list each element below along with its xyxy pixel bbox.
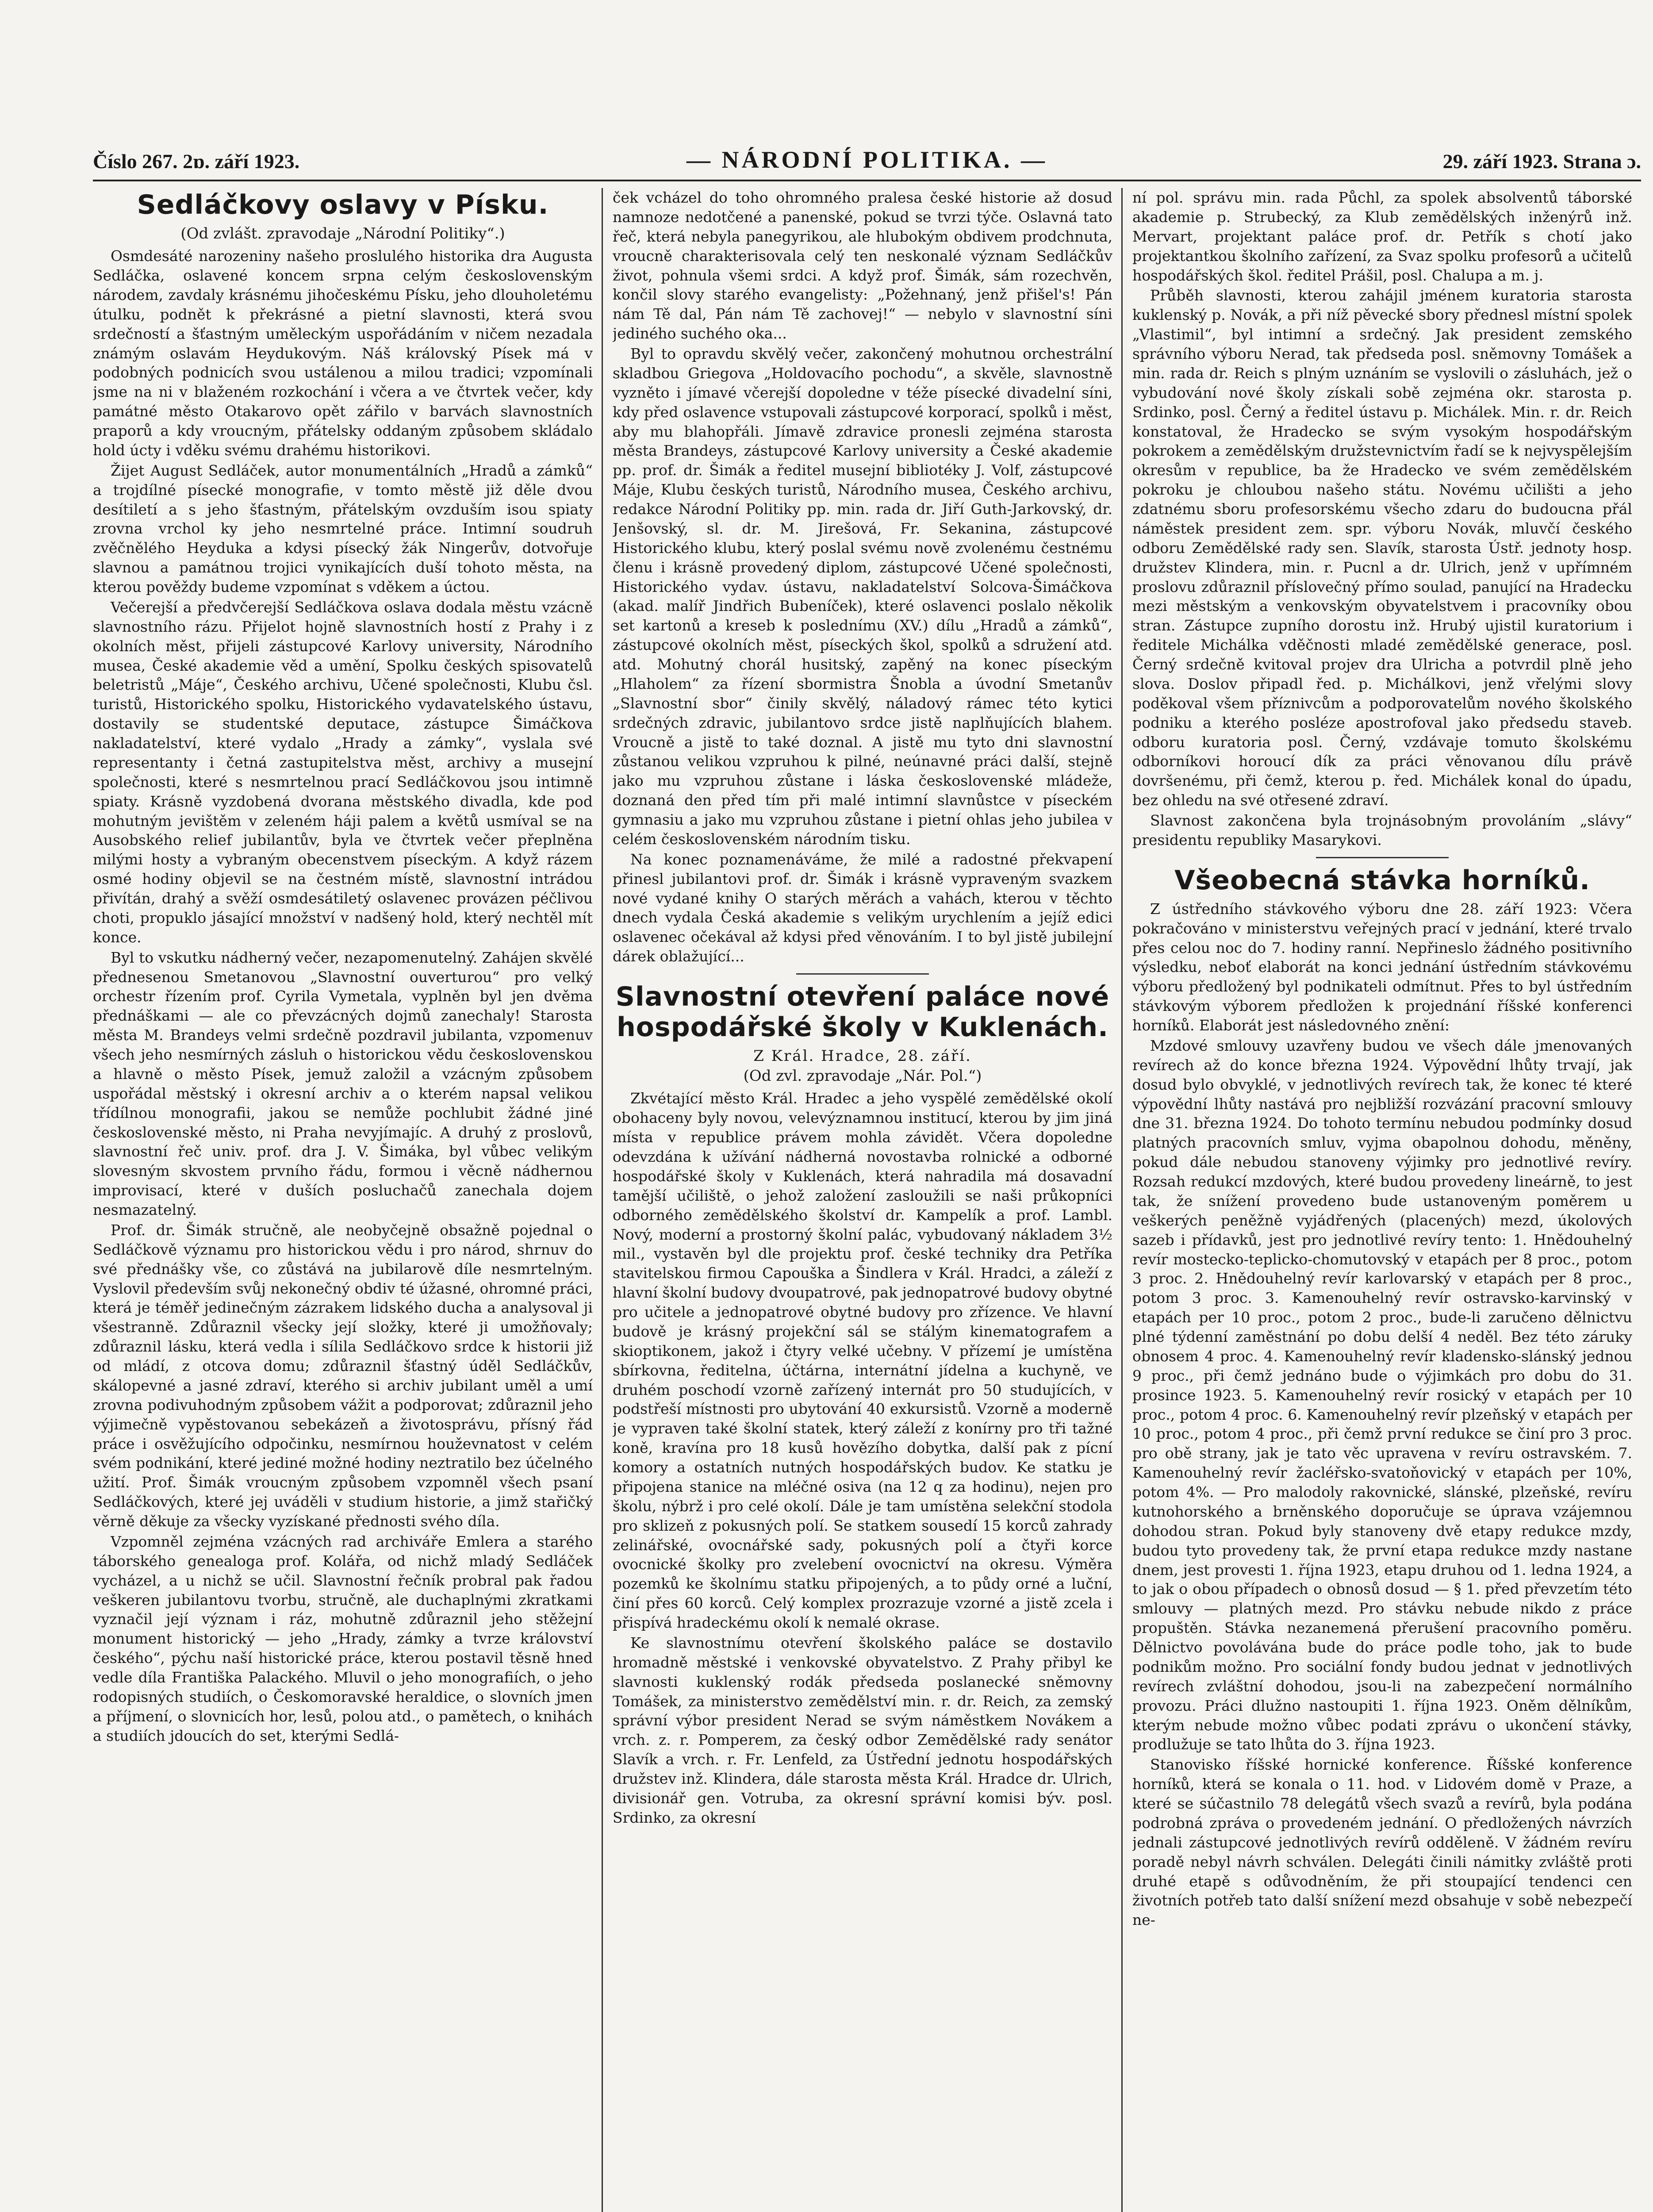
article-paragraph: Žijet August Sedláček, autor monumentálních „Hradů a zámků“ a trojdílné písecké monografie, v tomto městě již děle dvou desítiletí a s jeho šťastným, přátelským ovzduším isou spiaty zrovna vrchol ky jeho nesmrtelné práce. Intimní soudruh zvěčnělého Heyduka a kdysi písecký žák Ningerův, dotvořuje slavnou a památnou trojici vynikajících duší tohoto města, na kterou pověždy budeme vzpomínat s vděkem a úctou.: [93, 461, 593, 596]
article-paragraph: ček vcházel do toho ohromného pralesa české historie až dosud namnoze nedotčené a panenské, pokud se tvrzi týče. Oslavná tato řeč, která nebyla panegyrikou, ale hlubokým obdivem prodchnuta, vroucně charakterisovala celý ten neskonalé význam Sedláčkův život, pohnula všemi srdci. A když prof. Šimák, sám rozechvěn, končil slovy starého evangelisty: „Požehnaný, jenž přišel's! Pán nám Tě dal, Pán nám Tě zachovej!“ — nebylo v slavnostní síni jediného suchého oka...: [613, 189, 1112, 342]
article-paragraph: Slavnost zakončena byla trojnásobným provoláním „slávy“ presidentu republiky Masarykovi.: [1132, 812, 1632, 849]
column-2: [613, 188, 1112, 2212]
column-rule: [602, 188, 603, 2212]
article-paragraph: Večerejší a předvčerejší Sedláčkova oslava dodala městu vzácně slavnostního rázu. Přijelot hojně slavnostních hostí z Prahy i z okolních měst, přijeli zástupcové Karlovy university, Národního musea, České akademie věd a umění, Spolku českých spisovatelů beletristů „Máje“, Českého archivu, Učené společnosti, Klubu čsl. turistů, Historického spolku, Historického vydavatelského ústavu, dostavily se studentské deputace, zástupce Šimáčkova nakladatelství, které vydalo „Hrady a zámky“, vyslala své representanty i četná zastupitelstva měst, archivy a musejní společnosti, které s nesmrtelnou prací Sedláčkovou jsou intimně spiaty. Krásně vyzdobená dvorana městského divadla, kde pod mohutným jevištěm v zeleném háji palem a květů usmíval se na Ausobského relief jubilantův, byla ve čtvrtek večer přeplněna milými hosty a vybraným obecenstvem píseckým. A když rázem osmé hodiny objevil se na čestném místě, slavnostní intrádou přivítán, drahý a svěží osmdesátiletý oslavenec provázen péčlivou choti, propuklo jásající množství v nadšený hold, který nechtěl mít konce.: [93, 598, 593, 946]
article-paragraph: Mzdové smlouvy uzavřeny budou ve všech dále jmenovaných revírech až do konce března 1924. Výpovědní lhůty trvají, jak dosud bylo obvyklé, v jednotlivých revírech tak, že konec té které výpovědní lhůty nastává pro nejbližší rozvázání pracovní smlouvy dne 31. března 1924. Do tohoto termínu nebudou podmínky dosud platných pracovních smluv, vyjma obapolnou dohodu, měněny, pokud dále nebudou stanoveny výjimky pro jednotlivé revíry. Rozsah redukcí mzdových, které budou provedeny lineárně, to jest tak, že snížení provedeno bude ustanoveným poměrem u veškerých peněžně vyjádřených (placených) mezd, úkolových sazeb i přídavků, jest pro jednotlivé revíry tento: 1. Hnědouhelný revír mostecko-teplicko-chomutovský v etapách per 8 proc., potom 3 proc. 2. Hnědouhelný revír karlovarský v etapách per 8 proc., potom 3 proc. 3. Kamenouhelný revír ostravsko-karvinský v etapách per 10 proc., potom 2 proc., bude-li zaručeno dělnictvu plné týdenní zaměstnání po dobu delší 4 neděl. Bez této záruky obnosem 4 proc. 4. Kamenouhelný revír kladensko-slánský jednou 9 proc., při čemž jednáno bude o výjimkách pro dobu do 31. prosince 1923. 5. Kamenouhelný revír rosický v etapách per 10 proc., potom 4 proc. 6. Kamenouhelný revír plzeňský v etapách per 10 proc., potom 4 proc., při čemž první redukce se činí pro 3 proc. pro obě strany, jak je tato věc upravena v revíru ostravském. 7. Kamenouhelný revír žacléřsko-svatoňovický v etapách per 10%, potom 4%. — Pro malodoly rakovnické, slánské, plzeňské, revíru kutnohorského a brněnského doporučuje se úprava vzájemnou dohodou stran. Pokud byly stanoveny dvě etapy redukce mzdy, budou tyto provedeny tak, že první etapa redukce mzdy nastane dnem, jest provesti 1. října 1923, etapu druhou od 1. ledna 1924, a to jak o obou případech o obnosů dosud — § 1. před převzetím této smlouvy — platných mezd. Pro stávku nebude nikdo z práce propuštěn. Stávka nezanemená přerušení pracovního poměru. Dělnictvo povolávána bude do práce podle toho, jak to bude podnikům možno. Pro sociální fondy budou jednat v jednotlivých revírech zvláštní dohodou, jsou-li na zabezpečení normálního provozu. Práci dlužno nastoupiti 1. října 1923. Oněm dělníkům, kterým nebude možno vůbec podati zprávu o ukončení stávky, prodlužuje se tato lhůta do 3. října 1923.: [1132, 1037, 1632, 1753]
article-paragraph: Byl to opravdu skvělý večer, zakončený mohutnou orchestrální skladbou Griegova „Holdovacího pochodu“, a skvěle, slavnostně vyzněto i jímavé včerejší dopoledne v téže písecké divadelní síni, kdy před oslavence vstupovali zástupcové korporací, spolků i měst, aby mu blahopřáli. Jímavě zdravice pronesli zejména starosta města Brandeys, zástupcové Karlovy university a České akademie pp. prof. dr. Šimák a ředitel musejní bibliotéky J. Volf, zástupcové Máje, Klubu českých turistů, Národního musea, Českého archivu, redakce Národní Politiky pp. min. rada dr. Jiří Guth-Jarkovský, dr. Jenšovský, sl. dr. M. Jirešová, Fr. Sekanina, zástupcové Historického klubu, který poslal svému nově zvolenému čestnému členu i krásně provedený diplom, zástupcové Učené společnosti, Historického vydav. ústavu, nakladatelství Solcova-Šimáčkova (akad. malíř Jindřich Bubeníček), které oslavenci poslalo několik set kartonů a kreseb k poslednímu (XV.) dílu „Hradů a zámků“, zástupcové okolních měst, píseckých škol, spolků a sdružení atd. atd. Mohutný chorál husitský, zapěný na konec píseckým „Hlaholem“ za řízení sbormistra Šnobla a úvodní Smetanův „Slavnostní sbor“ činily skvělý, náladový rámec této kytici srdečných zdravic, jubilantovo srdce jistě naplňujících blahem. Vroucně a jistě to také doznal. A jistě mu tyto dni slavnostní zůstanou velikou vzpruhou k pilné, neúnavné práci další, stejně jako mu vzpruhou zůstane i láska československé mládeže, doznaná den před tím při malé intimní slavnůstce v píseckém gymnasiu a jako mu vzpruhou zůstane i pietní ohlas jeho jubilea v celém československém národním tisku.: [613, 345, 1112, 848]
article-headline: Všeobecná stávka horníků.: [1174, 864, 1590, 896]
article-paragraph: ní pol. správu min. rada Půchl, za spolek absolventů táborské akademie p. Strubecký, za Klub zemědělských inženýrů inž. Mervart, projektant paláce prof. dr. Petřík s chotí jako projektantkou školního zařízení, za Svaz spolku profesorů a učitelů hospodářských škol. ředitel Prášil, posl. Chalupa a m. j.: [1132, 189, 1632, 284]
page-date: 29. září 1923. Strana ɔ.: [1442, 150, 1641, 173]
article-headline: Slavnostní otevření paláce nové hospodářské školy v Kuklenách.: [615, 981, 1110, 1043]
article-byline: (Od zvl. zpravodaje „Nár. Pol.“): [743, 1067, 982, 1085]
article-divider: [1316, 857, 1449, 858]
article-paragraph: Prof. dr. Šimák stručně, ale neobyčejně obsažně pojednal o Sedláčkově významu pro historickou vědu i pro národ, shrnuv do své přednášky vše, co zůstává na jubilarově díle nesmrtelným. Vyslovil především svůj nekonečný obdiv té úžasné, ohromné práci, která je téměř jedinečným zázrakem lidského ducha a analysoval ji všestranně. Zdůraznil všecky její složky, které ji umožňovaly; zdůraznil lásku, která vedla i sílila Sedláčkovo srdce k historii již od mládí, z otcova domu; zdůraznil šťastný úděl Sedláčkův, skálopevné a jasné zdraví, kterého si archiv jubilant uměl a umí zrovna podivuhodným způsobem vážit a podporovat; zdůraznil jeho výjimečně vypěstovanou sebekázeň a životosprávu, přísný řád práce i osvěžujícího odpočinku, nesmírnou houževnatost v celém svém podnikání, které jediné možné hodiny neztratilo bez účelného užití. Prof. Šimák vroucným způsobem vzpomněl všech psaní Sedláčkových, které jej uváděli v studium historie, a jimž stařičký věrně děkuje za všecky vyzískané přednosti svého díla.: [93, 1221, 593, 1530]
article-paragraph: Průběh slavnosti, kterou zahájil jménem kuratoria starosta kuklenský p. Novák, a při níž pěvecké sbory přednesl místní spolek „Vlastimil“, byl intimní a srdečný. Jak president zemského správního výboru Nerad, tak předseda posl. sněmovny Tomášek a min. rada dr. Reich s plným uznáním se vyslovili o zásluhách, jež o vybudování nové školy získali sobě zejména okr. starosta p. Srdinko, posl. Černý a ředitel ústavu p. Michálek. Min. r. dr. Reich konstatoval, že Hradecko se svým vysokým hospodářským pokrokem a zemědělským družstevnictvím řadí se k nejvyspělejším okresům v republice, ba že Hradecko ve svém zemědělském pokroku je chloubou našeho státu. Novému učilišti a jeho zdatnému sboru profesorskému všecho zdaru do budoucna přál náměstek president zem. spr. výboru Novák, mluvčí českého odboru Zemědělské rady sen. Slavík, starosta Ústř. jednoty hosp. družstev Klindera, min. r. Pucnl a dr. Ulrich, jenž v upřímném proslovu zdůraznil příslovečný přímo soulad, panující na Hradecku mezi městským a venkovským obyvatelstvem i pracovníky obou stran. Zástupce zupního dorostu inž. Hrubý ujistil kuratorium i ředitele Michálka vděčnosti mladé zemědělské generace, posl. Černý srdečně kvitoval projev dra Ulricha a potvrdil plně jeho slova. Doslov připadl řed. p. Michálkovi, jenž vřelými slovy poděkoval všem příznivcům a podporovatelům nového školského podniku a kterého posléze apostrofoval jako předsedu staveb. odboru kuratoria posl. Černý, vzdávaje tomuto školskému odborníkovi horoucí dík za práci věnovanou dílu právě dovršenému, při čemž, kterou p. řed. Michálek konal do úpadu, bez ohledu na své otřesené zdraví.: [1132, 287, 1632, 809]
issue-number: Číslo 267. 2ɒ. září 1923.: [93, 150, 300, 173]
masthead: — NÁRODNÍ POLITIKA. —: [686, 146, 1048, 173]
article-paragraph: Ke slavnostnímu otevření školského paláce se dostavilo hromadně městské i venkovské obyvatelstvo. Z Prahy přibyl ke slavnosti kuklenský rodák předseda poslanecké sněmovny Tomášek, za ministerstvo zemědělství min. r. dr. Reich, za zemský správní výbor president Nerad se svým náměstkem Novákem a vrch. z. r. Pomperem, za český odbor Zemědělské rady senátor Slavík a vrch. r. Fr. Lenfeld, za Ústřední jednotu hospodářských družstev inž. Klindera, dále starosta města Král. Hradce dr. Ulrich, divisionář gen. Votruba, za okresní správní komisi býv. posl. Srdinko, za okresní: [613, 1634, 1112, 1826]
article-paragraph: Na konec poznamenáváme, že milé a radostné překvapení přinesl jubilantovi prof. dr. Šimák i krásně vypraveným svazkem nové vydané knihy O starých měrách a vahách, kterou v těchto dnech vydala Česká akademie s velikým urychlením a jejíž edici oslavenec očekával až kdysi před věnováním. I to byl jistě jubilejní dárek oblažující...: [613, 850, 1112, 965]
page-header: [93, 142, 1641, 181]
article-paragraph: Z ústředního stávkového výboru dne 28. září 1923: Včera pokračováno v ministerstvu veřejných prací v jednání, které trvalo přes celou noc do 7. hodiny ranní. Nepřineslo žádného positivního výsledku, neboť elaborát na konci jednání ústředním stávkovému výboru předložený byl podnikateli odmítnut. Přes to byl ústředním stávkovým výborem předložen k projednání říšské konferenci horníků. Elaborát jest následovného znění:: [1132, 900, 1632, 1034]
article-divider: [796, 973, 929, 975]
article-paragraph: Vzpomněl zejména vzácných rad archiváře Emlera a starého táborského genealoga prof. Kolářa, od nichž mladý Sedláček vycházel, a u nichž se učil. Slavnostní řečník probral pak řadou veškeren jubilantovu tvorbu, stručně, ale duchaplnými zkratkami vyznačil její význam i ráz, mohutně zdůraznil jeho stěžejní monument historický — jeho „Hrady, zámky a tvrze království českého“, pýchu naší historické práce, kterou postavil těsně hned vedle díla Františka Palackého. Mluvil o jeho monografiích, o jeho rodopisných studiích, o Českomoravské heraldice, o slovních jmen a příjmení, o slovnicích hor, lesů, polou atd., o pamětech, o knihách a studiích jdoucích do set, kterými Sedlá-: [93, 1532, 593, 1744]
article-paragraph: Zkvétající město Král. Hradec a jeho vyspělé zemědělské okolí obohaceny byly novou, velevýznamnou institucí, kterou by jim jiná místa v republice právem mohla závidět. Včera dopoledne odevzdána k užívání nádherná novostavba rolnické a odborné hospodářské školy v Kuklenách, která nahradila má dosavadní tamější učiliště, o jehož založení zasloužili se naši průkopníci odborného zemědělského školství dr. Kampelík a prof. Lambl. Nový, moderní a prostorný školní palác, vybudovaný nákladem 3½ mil., vystavěn byl dle projektu prof. české techniky dra Petříka stavitelskou firmou Capouška a Šindlera v Král. Hradci, a záleží z hlavní školní budovy dvoupatrové, pak jednopatrové budovy obytné pro učitele a jednopatrové obytné budovy pro zřízence. Ve hlavní budově je krásný projekční sál se stálým kinematografem a skioptikonem, jakož i čtyry velké učebny. V přízemí je umístěna sbírkovna, ředitelna, účtárna, internátní jídelna a kuchyně, ve druhém poschodí vzorně zařízený internát pro 50 studujících, v podstřeší místnosti pro ubytování 40 exkursistů. Vzorně a moderně je vypraven také školní statek, který záleží z konírny pro tři tažné koně, kravína pro 18 kusů hovězího dobytka, další pak z pícní komory a ostatních nutných hospodářských budov. Ke statku je připojena stanice na mléčné osiva (na 12 q za hodinu), nejen pro školu, nýbrž i pro celé okolí. Dále je tam umístěna selekční stodola pro sklizeň z pokusných polí. Se statkem sousedí 15 korců zahrady zelinářské, ovocnářské sady, pokusných polí a čtyři korce ovocnické školky pro zvelebení ovocnictví na okresu. Výměra pozemků ke školnímu statku připojených, a to půdy orné a luční, činí přes 60 korců. Celý komplex prozrazuje vzorné a jistě zcela i přispívá hradeckému okolí k nemalé okrase.: [613, 1090, 1112, 1632]
article-dateline: Z Král. Hradce, 28. září.: [753, 1047, 972, 1065]
newspaper-page: [93, 142, 1641, 2212]
article-paragraph: Stanovisko říšské hornické konference. Říšské konference horníků, která se konala o 11. hod. v Lidovém domě v Praze, a které se súčastnilo 78 delegátů všech svazů a revírů, byla podána podrobná zpráva o provedeném jednání. O předložených návrzích jednali zástupcové jednotlivých revírů odděleně. V žádném revíru poradě nebyl návrh schválen. Delegáti činili námitky zvláště proti druhé etapě s odůvodněním, že při stoupající tendenci cen životních potřeb tato další snížení mezd obsahuje v sobě nebezpečí ne-: [1132, 1756, 1632, 1929]
article-paragraph: Osmdesáté narozeniny našeho proslulého historika dra Augusta Sedláčka, oslavené koncem srpna celým československým národem, zavdaly krásnému jihočeskému Písku, jeho dlouholetému útulku, podnět k překrásné a pietní slavnosti, která svou srdečností a šťastným uměleckým uspořádáním v ničem nezadala známým oslavám Heydukovým. Náš královský Písek má v podobných podnicích svou ustálenou a milou tradici; vzpomínali jsme na ni v blaženém rozkochání i včera a ve čtvrtek večer, kdy památné město Otakarovo opět zářilo v barvách slavnostních praporů a kdy vroucným, přátelsky oddaným způsobem skládalo hold úcty i vděku svému drahému historikovi.: [93, 247, 593, 459]
column-3: [1132, 188, 1632, 2212]
column-1: [93, 188, 593, 2212]
article-headline: Sedláčkovy oslavy v Písku.: [137, 189, 549, 220]
column-rule: [1121, 188, 1123, 2212]
article-byline: (Od zvlášt. zpravodaje „Národní Politiky“.): [180, 225, 505, 242]
article-paragraph: Byl to vskutku nádherný večer, nezapomenutelný. Zahájen skvělé přednesenou Smetanovou „Slavnostní ouverturou“ pro velký orchestr řízením prof. Cyrila Vymetala, vyplněn byl jen dvěma přednáškami — ale co převzácných dojmů zanechaly! Starosta města M. Brandeys velmi srdečně pozdravil jubilanta, vzpomenuv všech jeho nesmírných zásluh o historickou vědu československou a hlavně o město Písek, jemuž založil a vzácným způsobem uspořádal městský i okresní archiv a o kterém napsal velikou třídílnou monografii, jakou se nemůže pochlubit žádné jiné československé město, ni Praha nevyjímajíc. A druhý z proslovů, slavnostní řeč univ. prof. dra J. V. Šimáka, byl vůbec velikým slovesným skvostem prvního řádu, formou i věcně nádhernou improvisací, které v duších posluchačů zanechala dojem nesmazatelný.: [93, 949, 593, 1219]
